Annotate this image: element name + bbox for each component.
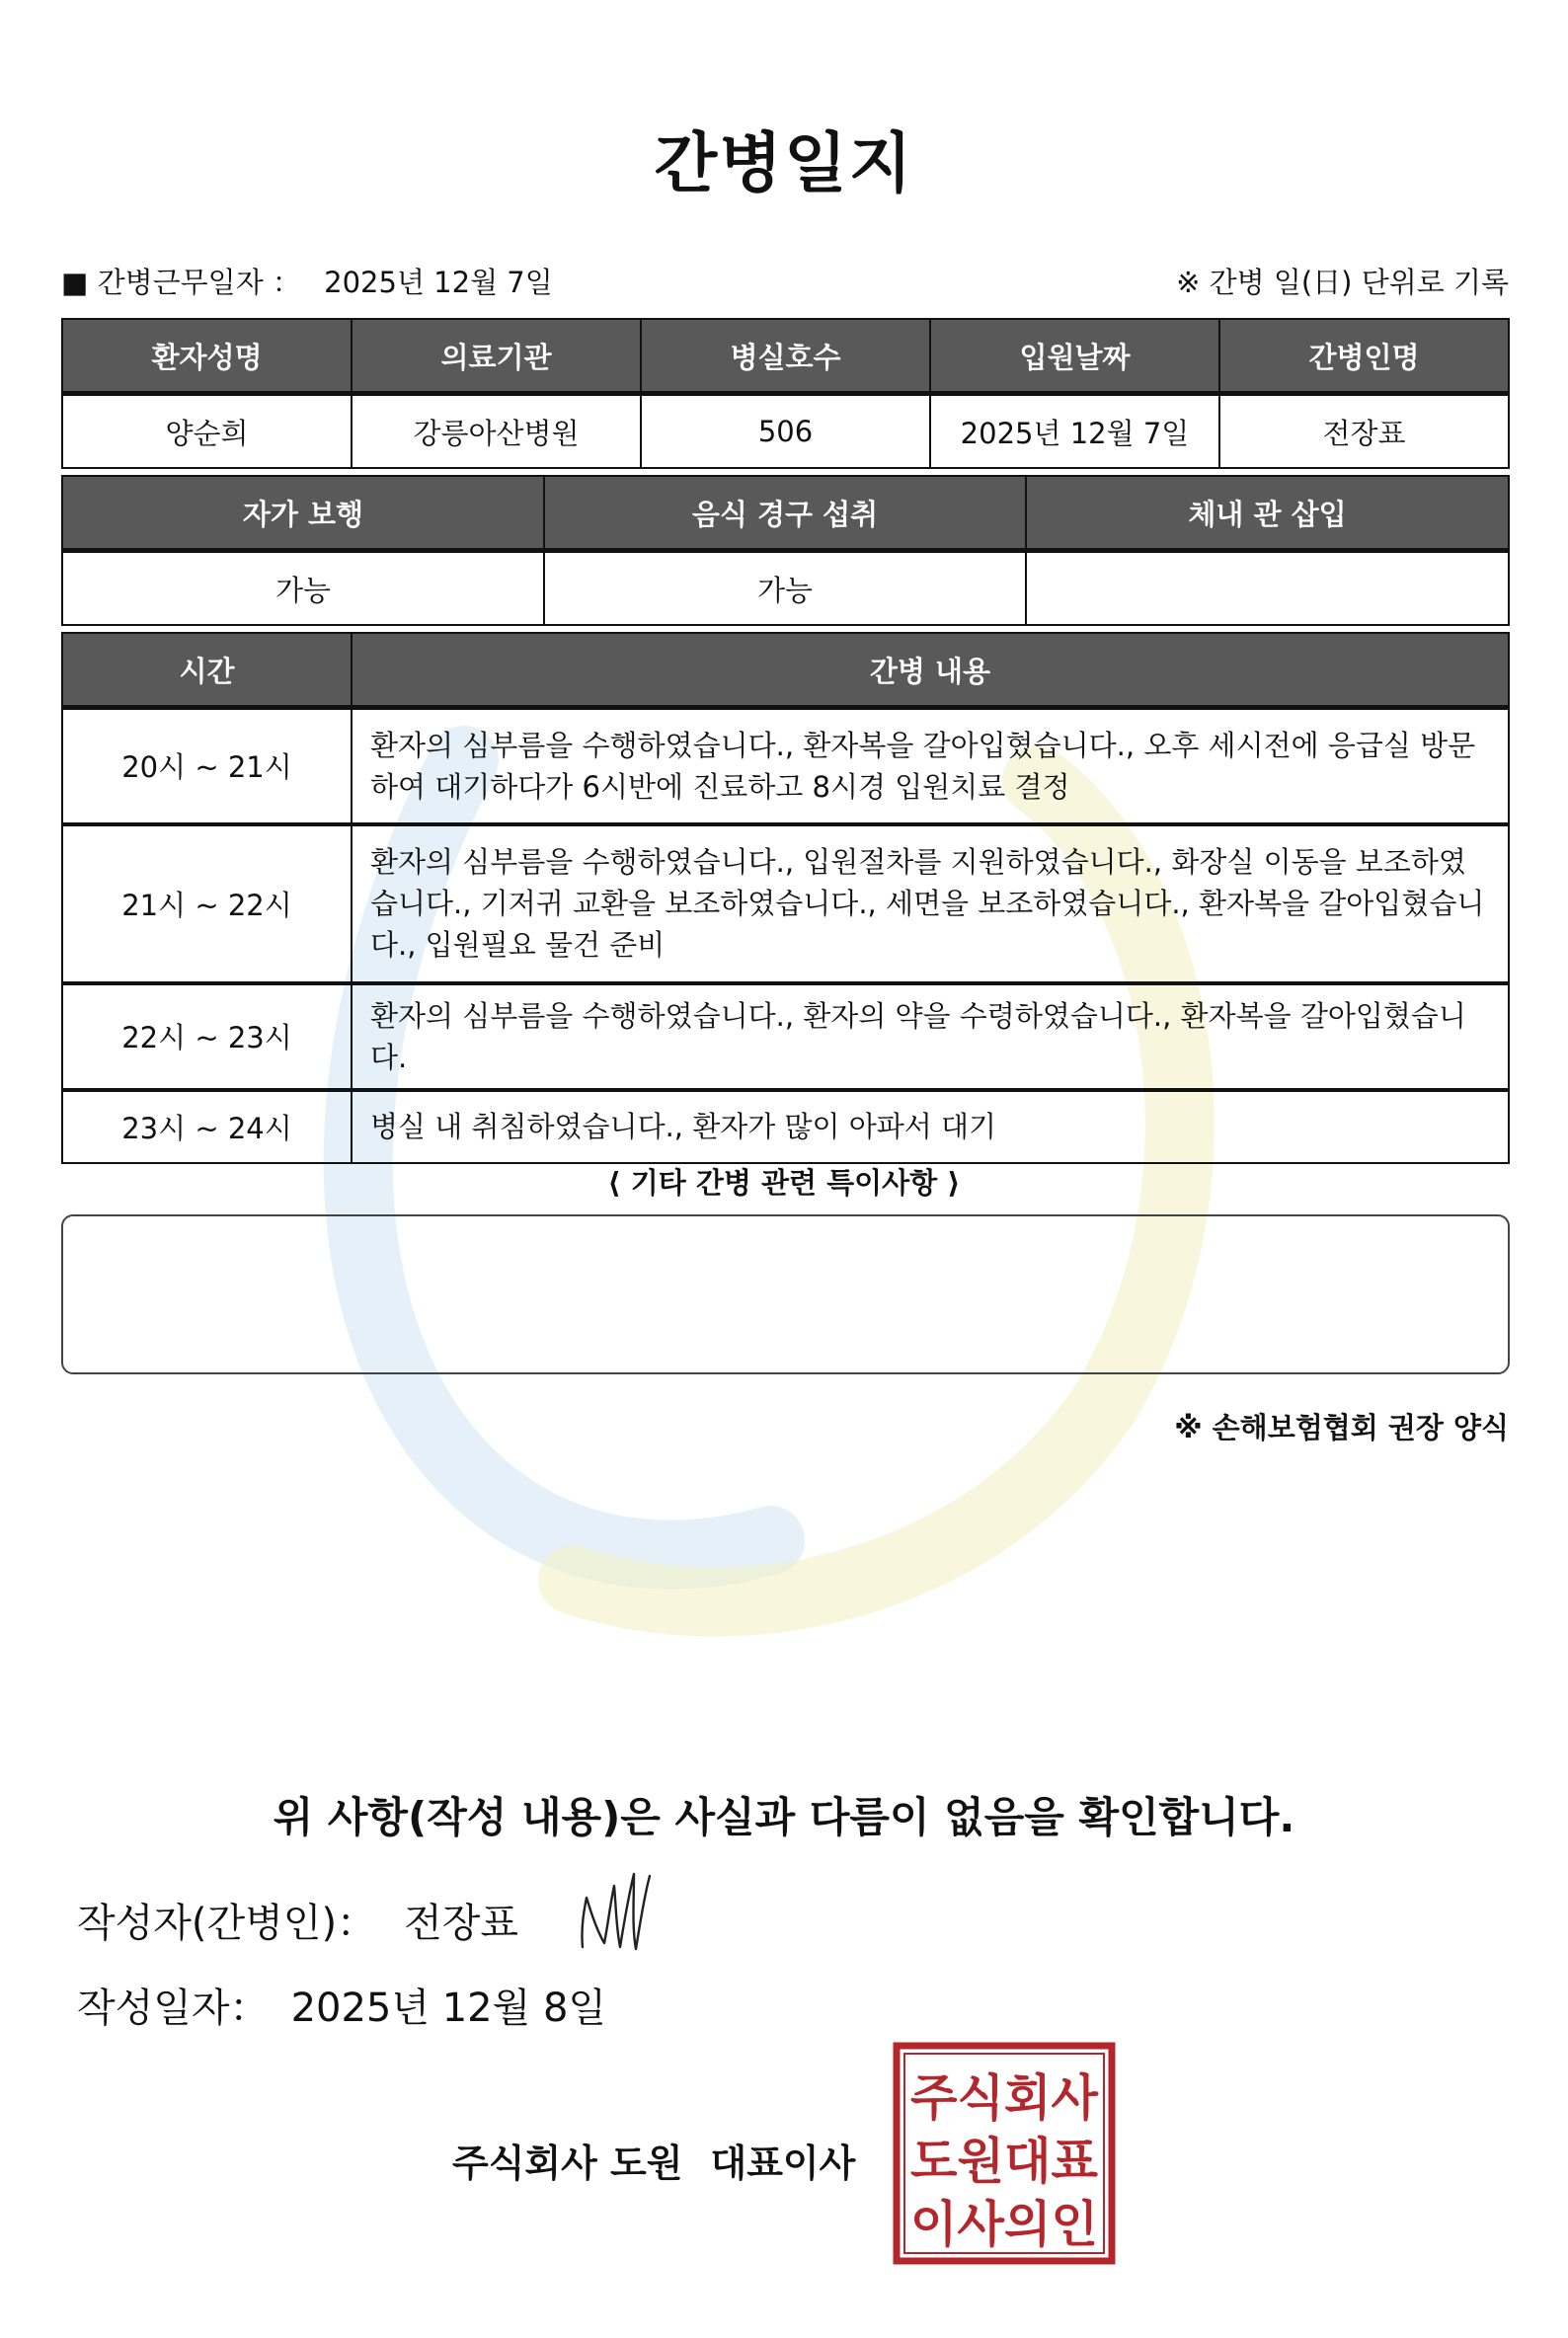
header-patient-name: 환자성명	[62, 319, 352, 394]
log-time: 23시 ~ 24시	[62, 1090, 352, 1163]
header-tube-insertion: 체내 관 삽입	[1026, 476, 1509, 551]
document-title: 간병일지	[654, 125, 914, 201]
log-content: 환자의 심부름을 수행하였습니다., 환자복을 갈아입혔습니다., 오후 세시전에 응급실 방문하여 대기하다가 6시반에 진료하고 8시경 입원치료 결정	[352, 708, 1509, 824]
log-content: 환자의 심부름을 수행하였습니다., 환자의 약을 수령하였습니다., 환자복을 갈아입혔습니다.	[352, 983, 1509, 1090]
svg-text:도원대표: 도원대표	[910, 2133, 1099, 2190]
patient-name: 양순희	[62, 394, 352, 469]
header-room-number: 병실호수	[641, 319, 930, 394]
special-notes-box	[61, 1214, 1510, 1374]
log-time: 21시 ~ 22시	[62, 824, 352, 983]
header-caregiver-name: 간병인명	[1219, 319, 1509, 394]
handwritten-signature	[575, 1868, 664, 1953]
room-number: 506	[641, 394, 930, 469]
patient-info-table	[61, 318, 1510, 469]
log-content: 병실 내 취침하였습니다., 환자가 많이 아파서 대기	[352, 1090, 1509, 1163]
work-date-value: 2025년 12월 7일	[324, 266, 553, 299]
work-date-label: ■ 간병근무일자 ：	[61, 266, 301, 299]
svg-text:이사의인: 이사의인	[910, 2196, 1098, 2253]
header-hospital: 의료기관	[352, 319, 641, 394]
written-date-label: 작성일자：	[77, 1986, 270, 2031]
author-name: 전장표	[404, 1901, 518, 1946]
author-label: 작성자(간병인)：	[77, 1901, 377, 1946]
oral-intake-value: 가능	[544, 551, 1026, 626]
log-time: 20시 ~ 21시	[62, 708, 352, 824]
hospital-name: 강릉아산병원	[352, 394, 641, 469]
svg-text:주식회사: 주식회사	[910, 2069, 1099, 2127]
table-row	[62, 983, 1509, 1090]
header-admission-date: 입원날짜	[930, 319, 1219, 394]
header-care-content: 간병 내용	[352, 633, 1509, 708]
special-notes-heading: ⟨ 기타 간병 관련 특이사항 ⟩	[607, 1166, 961, 1200]
confirmation-statement: 위 사항(작성 내용)은 사실과 다름이 없음을 확인합니다.	[273, 1793, 1295, 1841]
company-seal-stamp	[893, 2042, 1116, 2265]
caregiver-name: 전장표	[1219, 394, 1509, 469]
table-row	[62, 708, 1509, 824]
header-self-walking: 자가 보행	[62, 476, 544, 551]
care-log-table	[61, 632, 1510, 1164]
header-oral-intake: 음식 경구 섭취	[544, 476, 1026, 551]
patient-status-table	[61, 475, 1510, 626]
company-name: 주식회사 도원	[452, 2142, 683, 2185]
company-line	[452, 2133, 855, 2187]
self-walking-value: 가능	[62, 551, 544, 626]
work-date-line	[61, 261, 553, 301]
written-date-line	[77, 1977, 606, 2033]
tube-insertion-value	[1026, 551, 1509, 626]
admission-date: 2025년 12월 7일	[930, 394, 1219, 469]
log-content: 환자의 심부름을 수행하였습니다., 입원절차를 지원하였습니다., 화장실 이동을 보조하였습니다., 기저귀 교환을 보조하였습니다., 세면을 보조하였습니다., 환자복을 갈아입혔습니다., 입원필요 물건 준비	[352, 824, 1509, 983]
table-row	[62, 1090, 1509, 1163]
record-unit-note: ※ 간병 일(日) 단위로 기록	[1176, 266, 1509, 299]
author-line	[77, 1892, 518, 1948]
representative-title: 대표이사	[710, 2142, 856, 2185]
table-row	[62, 824, 1509, 983]
log-time: 22시 ~ 23시	[62, 983, 352, 1090]
written-date-value: 2025년 12월 8일	[290, 1986, 607, 2031]
form-source-note: ※ 손해보험협회 권장 양식	[1174, 1411, 1509, 1444]
header-time: 시간	[62, 633, 352, 708]
